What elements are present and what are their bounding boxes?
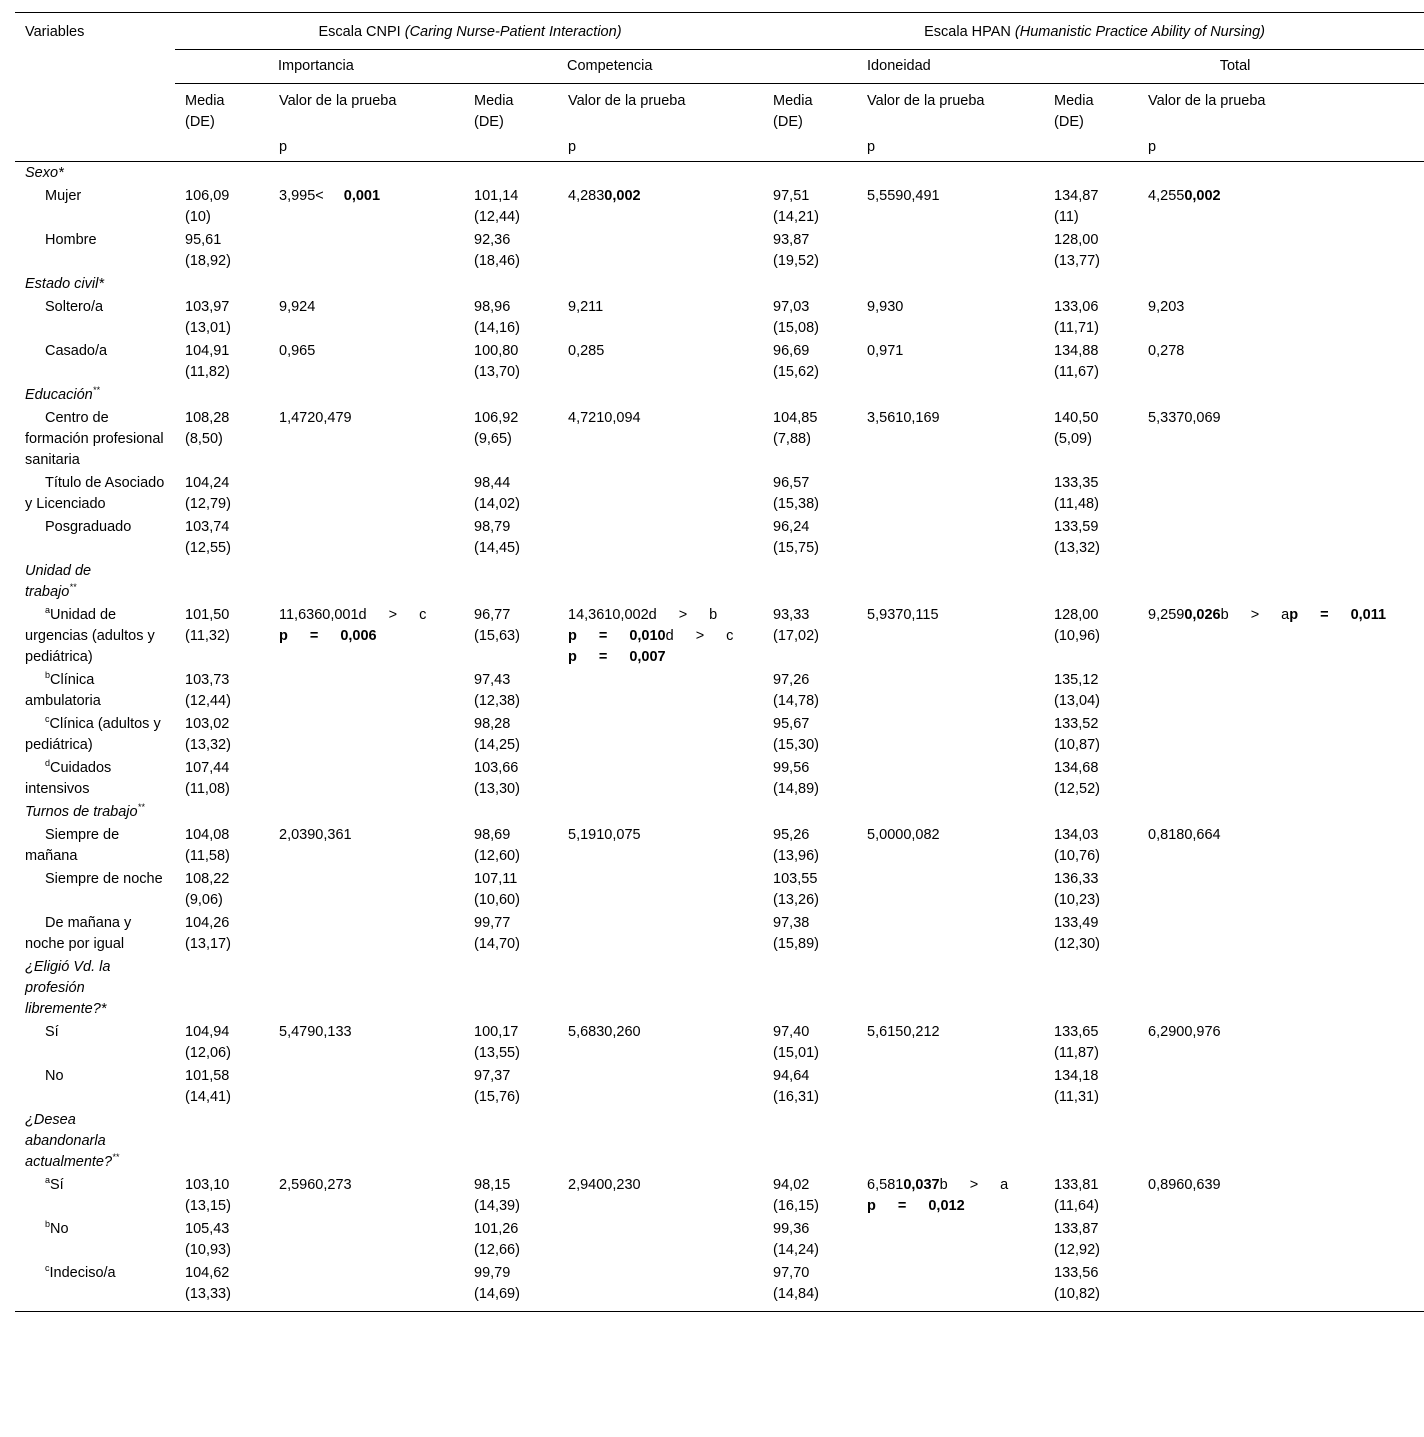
cell: 6,5810,037b > a p = 0,012 bbox=[867, 1177, 1009, 1214]
cell: 93,87 (19,52) bbox=[773, 232, 819, 269]
cell: 98,69 (12,60) bbox=[474, 827, 520, 864]
cell: 133,65 (11,87) bbox=[1054, 1024, 1099, 1061]
cell: 136,33 (10,23) bbox=[1054, 871, 1100, 908]
group-row bbox=[15, 560, 1424, 604]
cell: 93,33 (17,02) bbox=[773, 607, 819, 644]
row-label: No bbox=[45, 1068, 64, 1084]
cell: 5,6150,212 bbox=[867, 1024, 940, 1040]
cell: 5,1910,075 bbox=[568, 827, 641, 843]
cell: 0,8960,639 bbox=[1148, 1177, 1221, 1193]
table-row bbox=[15, 604, 1424, 669]
cell: 133,56 (10,82) bbox=[1054, 1265, 1100, 1302]
cell: 103,73 (12,44) bbox=[185, 672, 231, 709]
row-label: $^c$Clínica (adultos y pediátrica) bbox=[25, 714, 161, 753]
table-row bbox=[15, 713, 1424, 757]
cell: 9,2590,026b > ap = 0,011 bbox=[1148, 607, 1387, 623]
cell: 107,11 (10,60) bbox=[474, 871, 520, 908]
row-label: $^b$No bbox=[45, 1219, 69, 1237]
row-label: $^c$Indeciso/a bbox=[45, 1263, 116, 1281]
cell: 5,6830,260 bbox=[568, 1024, 641, 1040]
table-row bbox=[15, 868, 1424, 912]
cell: 95,26 (13,96) bbox=[773, 827, 819, 864]
row-label: $^a$Unidad de urgencias (adultos y pediátrica) bbox=[25, 605, 155, 665]
cell: 6,2900,976 bbox=[1148, 1024, 1221, 1040]
cell: 104,62 (13,33) bbox=[185, 1265, 231, 1302]
media-header: Media (DE) bbox=[773, 93, 813, 130]
cell: 2,0390,361 bbox=[279, 827, 352, 843]
cell: 98,96 (14,16) bbox=[474, 299, 520, 336]
cell: 134,03 (10,76) bbox=[1054, 827, 1100, 864]
cell: 133,81 (11,64) bbox=[1054, 1177, 1099, 1214]
results-table-document bbox=[15, 12, 1424, 1312]
media-header: Media (DE) bbox=[474, 93, 514, 130]
cell: 4,2550,002 bbox=[1148, 188, 1221, 204]
cell: 3,995< 0,001 bbox=[279, 188, 381, 204]
media-header: Media (DE) bbox=[185, 93, 225, 130]
cell: 5,4790,133 bbox=[279, 1024, 352, 1040]
cell: 0,971 bbox=[867, 343, 904, 359]
group-row bbox=[15, 956, 1424, 1021]
table-row bbox=[15, 1065, 1424, 1109]
cell: 134,68 (12,52) bbox=[1054, 760, 1100, 797]
cell: 101,14 (12,44) bbox=[474, 188, 520, 225]
cell: 95,67 (15,30) bbox=[773, 716, 819, 753]
cell: 108,28 (8,50) bbox=[185, 410, 230, 447]
cell: 99,36 (14,24) bbox=[773, 1221, 819, 1258]
cell: 103,74 (12,55) bbox=[185, 519, 231, 556]
cell: 4,7210,094 bbox=[568, 410, 641, 426]
row-label: Mujer bbox=[45, 188, 82, 204]
row-label: $^d$Cuidados intensivos bbox=[25, 758, 112, 797]
group-label-estado-civil: Estado civil* bbox=[25, 276, 104, 292]
cell: 104,26 (13,17) bbox=[185, 915, 231, 952]
cell: 14,3610,002d > b p = 0,010d > c p = 0,007 bbox=[568, 607, 734, 665]
row-label: Título de Asociado y Licenciado bbox=[25, 475, 165, 512]
cell: 4,2830,002 bbox=[568, 188, 641, 204]
cell: 99,79 (14,69) bbox=[474, 1265, 520, 1302]
cell: 97,37 (15,76) bbox=[474, 1068, 520, 1105]
cell: 97,43 (12,38) bbox=[474, 672, 520, 709]
cell: 103,02 (13,32) bbox=[185, 716, 231, 753]
cell: 9,211 bbox=[568, 299, 604, 315]
cell: 101,58 (14,41) bbox=[185, 1068, 231, 1105]
cell: 103,55 (13,26) bbox=[773, 871, 819, 908]
cell: 103,66 (13,30) bbox=[474, 760, 520, 797]
cell: 108,22 (9,06) bbox=[185, 871, 230, 908]
table-row bbox=[15, 407, 1424, 472]
row-label: Hombre bbox=[45, 232, 97, 248]
cell: 104,24 (12,79) bbox=[185, 475, 231, 512]
cell: 133,35 (11,48) bbox=[1054, 475, 1099, 512]
cell: 9,930 bbox=[867, 299, 904, 315]
table-row bbox=[15, 296, 1424, 340]
table-row bbox=[15, 669, 1424, 713]
cell: 2,5960,273 bbox=[279, 1177, 352, 1193]
group-row bbox=[15, 162, 1424, 186]
cell: 97,03 (15,08) bbox=[773, 299, 819, 336]
cell: 96,77 (15,63) bbox=[474, 607, 520, 644]
row-label: Soltero/a bbox=[45, 299, 104, 315]
table-row bbox=[15, 185, 1424, 229]
cell: 128,00 (10,96) bbox=[1054, 607, 1100, 644]
table-row bbox=[15, 340, 1424, 384]
cell: 100,17 (13,55) bbox=[474, 1024, 520, 1061]
cnpi-scale-header: Escala CNPI (Caring Nurse-Patient Interaction) bbox=[175, 13, 763, 50]
cell: 134,88 (11,67) bbox=[1054, 343, 1099, 380]
row-label: Siempre de noche bbox=[45, 871, 163, 887]
cell: 97,26 (14,78) bbox=[773, 672, 819, 709]
cell: 99,77 (14,70) bbox=[474, 915, 520, 952]
cell: 97,70 (14,84) bbox=[773, 1265, 819, 1302]
table-row bbox=[15, 912, 1424, 956]
table-row bbox=[15, 757, 1424, 801]
cell: 101,50 (11,32) bbox=[185, 607, 230, 644]
group-row bbox=[15, 273, 1424, 296]
cell: 104,85 (7,88) bbox=[773, 410, 818, 447]
cell: 104,94 (12,06) bbox=[185, 1024, 231, 1061]
cell: 99,56 (14,89) bbox=[773, 760, 819, 797]
valor-header: Valor de la prueba bbox=[867, 93, 985, 109]
cell: 105,43 (10,93) bbox=[185, 1221, 231, 1258]
p-header: p bbox=[568, 139, 577, 155]
cell: 104,91 (11,82) bbox=[185, 343, 230, 380]
group-label-educacion: Educación** bbox=[25, 385, 100, 403]
table-row bbox=[15, 1262, 1424, 1312]
cell: 98,79 (14,45) bbox=[474, 519, 520, 556]
table-row bbox=[15, 472, 1424, 516]
media-header: Media (DE) bbox=[1054, 93, 1094, 130]
row-label: Siempre de mañana bbox=[25, 827, 120, 864]
cell: 0,965 bbox=[279, 343, 316, 359]
cell: 135,12 (13,04) bbox=[1054, 672, 1100, 709]
group-label-sexo: Sexo* bbox=[25, 165, 64, 181]
cell: 133,87 (12,92) bbox=[1054, 1221, 1100, 1258]
cell: 9,203 bbox=[1148, 299, 1185, 315]
cell: 1,4720,479 bbox=[279, 410, 352, 426]
cell: 128,00 (13,77) bbox=[1054, 232, 1100, 269]
cell: 92,36 (18,46) bbox=[474, 232, 520, 269]
table-row bbox=[15, 229, 1424, 273]
cell: 94,64 (16,31) bbox=[773, 1068, 819, 1105]
row-label: Centro de formación profesional sanitaria bbox=[25, 410, 164, 468]
cell: 103,97 (13,01) bbox=[185, 299, 231, 336]
cell: 107,44 (11,08) bbox=[185, 760, 230, 797]
valor-header: Valor de la prueba bbox=[568, 93, 686, 109]
valor-header: Valor de la prueba bbox=[279, 93, 397, 109]
table-row bbox=[15, 516, 1424, 560]
cell: 97,40 (15,01) bbox=[773, 1024, 819, 1061]
cell: 104,08 (11,58) bbox=[185, 827, 230, 864]
cell: 134,18 (11,31) bbox=[1054, 1068, 1099, 1105]
row-label: $^a$Sí bbox=[45, 1175, 64, 1193]
group-row bbox=[15, 384, 1424, 407]
cell: 98,44 (14,02) bbox=[474, 475, 520, 512]
total-header: Total bbox=[1044, 50, 1424, 84]
variables-header: Variables bbox=[25, 24, 85, 40]
cell: 5,3370,069 bbox=[1148, 410, 1221, 426]
table-row bbox=[15, 1021, 1424, 1065]
cell: 94,02 (16,15) bbox=[773, 1177, 819, 1214]
row-label: Sí bbox=[45, 1024, 59, 1040]
table-row bbox=[15, 824, 1424, 868]
group-label-turnos: Turnos de trabajo** bbox=[25, 802, 145, 820]
p-header: p bbox=[279, 139, 288, 155]
cell: 97,38 (15,89) bbox=[773, 915, 819, 952]
group-label-desea: ¿Desea abandonarla actualmente?** bbox=[25, 1112, 120, 1170]
cell: 5,9370,115 bbox=[867, 607, 939, 623]
row-label: De mañana y noche por igual bbox=[25, 915, 132, 952]
cell: 133,59 (13,32) bbox=[1054, 519, 1100, 556]
p-header: p bbox=[1148, 139, 1157, 155]
idoneidad-header: Idoneidad bbox=[763, 50, 1044, 84]
hpan-scale-header: Escala HPAN (Humanistic Practice Ability of Nursing) bbox=[763, 13, 1424, 50]
cell: 3,5610,169 bbox=[867, 410, 940, 426]
cell: 106,92 (9,65) bbox=[474, 410, 519, 447]
cell: 96,69 (15,62) bbox=[773, 343, 819, 380]
cell: 101,26 (12,66) bbox=[474, 1221, 520, 1258]
row-label: $^b$Clínica ambulatoria bbox=[25, 670, 101, 709]
cell: 11,6360,001d > c p = 0,006 bbox=[279, 607, 427, 644]
cell: 0,8180,664 bbox=[1148, 827, 1221, 843]
cell: 2,9400,230 bbox=[568, 1177, 641, 1193]
table-row bbox=[15, 1218, 1424, 1262]
cell: 98,28 (14,25) bbox=[474, 716, 520, 753]
row-label: Casado/a bbox=[45, 343, 108, 359]
cell: 133,06 (11,71) bbox=[1054, 299, 1099, 336]
group-label-eligio: ¿Eligió Vd. la profesión libremente?* bbox=[25, 959, 111, 1017]
cell: 134,87 (11) bbox=[1054, 188, 1099, 225]
group-label-unidad: Unidad de trabajo** bbox=[25, 563, 92, 600]
cell: 5,5590,491 bbox=[867, 188, 940, 204]
group-row bbox=[15, 801, 1424, 824]
importancia-header: Importancia bbox=[175, 50, 464, 84]
cell: 140,50 (5,09) bbox=[1054, 410, 1099, 447]
cell: 100,80 (13,70) bbox=[474, 343, 520, 380]
cell: 0,285 bbox=[568, 343, 605, 359]
competencia-header: Competencia bbox=[464, 50, 763, 84]
cell: 0,278 bbox=[1148, 343, 1185, 359]
cell: 133,52 (10,87) bbox=[1054, 716, 1100, 753]
cell: 5,0000,082 bbox=[867, 827, 940, 843]
cell: 9,924 bbox=[279, 299, 316, 315]
cell: 95,61 (18,92) bbox=[185, 232, 231, 269]
cell: 96,24 (15,75) bbox=[773, 519, 819, 556]
results-table bbox=[15, 12, 1424, 1312]
cell: 96,57 (15,38) bbox=[773, 475, 819, 512]
cell: 103,10 (13,15) bbox=[185, 1177, 231, 1214]
cell: 97,51 (14,21) bbox=[773, 188, 819, 225]
table-row bbox=[15, 1174, 1424, 1218]
cell: 106,09 (10) bbox=[185, 188, 230, 225]
valor-header: Valor de la prueba bbox=[1148, 93, 1266, 109]
row-label: Posgraduado bbox=[45, 519, 132, 535]
group-row bbox=[15, 1109, 1424, 1174]
cell: 98,15 (14,39) bbox=[474, 1177, 520, 1214]
p-header: p bbox=[867, 139, 876, 155]
cell: 133,49 (12,30) bbox=[1054, 915, 1100, 952]
